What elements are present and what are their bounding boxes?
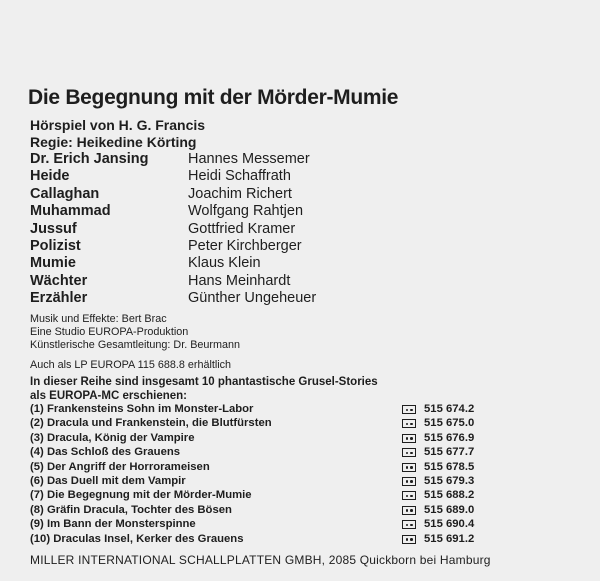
- series-item: [30, 403, 490, 417]
- actor-name: Günther Ungeheuer: [188, 290, 317, 307]
- series-intro-line: als EUROPA-MC erschienen:: [30, 390, 187, 402]
- series-item-title: (1) Frankensteins Sohn im Monster-Labor: [30, 403, 254, 415]
- series-item: [30, 461, 490, 475]
- actor-name: Hans Meinhardt: [188, 272, 291, 289]
- cassette-icon: [402, 477, 416, 489]
- series-item: [30, 504, 490, 518]
- catalog-number: 515 691.2: [424, 532, 475, 545]
- cassette-icon: [402, 419, 416, 431]
- series-item: [30, 475, 490, 489]
- cassette-icon: [402, 506, 416, 518]
- role-name: Mumie: [30, 255, 76, 272]
- role-name: Callaghan: [30, 185, 100, 202]
- series-intro: [30, 375, 378, 403]
- actor-name: Wolfgang Rahtjen: [188, 203, 304, 220]
- music-credit: Musik und Effekte: Bert Brac: [30, 313, 167, 325]
- series-item: [30, 446, 490, 460]
- role-name: Heide: [30, 168, 70, 185]
- catalog-number: 515 688.2: [424, 489, 475, 502]
- cassette-icon: [402, 434, 416, 446]
- catalog-number: 515 675.0: [424, 417, 475, 430]
- series-item: [30, 533, 490, 547]
- series-item-title: (10) Draculas Insel, Kerker des Grauens: [30, 532, 244, 545]
- role-name: Erzähler: [30, 290, 88, 307]
- series-item-title: (3) Dracula, König der Vampire: [30, 431, 195, 444]
- catalog-number: 515 690.4: [424, 518, 475, 531]
- series-item-title: (7) Die Begegnung mit der Mörder-Mumie: [30, 489, 252, 502]
- catalog-number: 515 674.2: [424, 403, 475, 415]
- series-item: [30, 432, 490, 446]
- actor-name: Joachim Richert: [188, 185, 292, 202]
- actor-name: Peter Kirchberger: [188, 237, 302, 254]
- publisher-footer: MILLER INTERNATIONAL SCHALLPLATTEN GMBH, 2085 Quickborn bei Hamburg: [30, 553, 491, 567]
- role-name: Dr. Erich Jansing: [30, 151, 149, 167]
- role-name: Muhammad: [30, 203, 111, 220]
- studio-credit: Eine Studio EUROPA-Produktion: [30, 326, 189, 338]
- catalog-number: 515 677.7: [424, 446, 475, 459]
- artistic-director-credit: Künstlerische Gesamtleitung: Dr. Beurmann: [30, 339, 241, 351]
- cassette-icon: [402, 520, 416, 532]
- series-item-title: (8) Gräfin Dracula, Tochter des Bösen: [30, 503, 232, 516]
- series-item: [30, 417, 490, 431]
- series-list: [30, 403, 490, 547]
- page-title: Die Begegnung mit der Mörder-Mumie: [28, 86, 399, 109]
- series-item-title: (6) Das Duell mit dem Vampir: [30, 474, 186, 487]
- series-item: [30, 489, 490, 503]
- catalog-number: 515 676.9: [424, 431, 475, 444]
- catalog-number: 515 689.0: [424, 503, 475, 516]
- series-item-title: (4) Das Schloß des Grauens: [30, 446, 181, 459]
- cassette-icon: [402, 448, 416, 460]
- actor-name: Heidi Schaffrath: [188, 168, 291, 185]
- catalog-number: 515 678.5: [424, 460, 475, 473]
- role-name: Jussuf: [30, 220, 77, 237]
- catalog-number: 515 679.3: [424, 474, 475, 487]
- cassette-icon: [402, 463, 416, 475]
- series-item-title: (9) Im Bann der Monsterspinne: [30, 518, 196, 531]
- cassette-icon: [402, 535, 416, 547]
- series-intro-line: In dieser Reihe sind insgesamt 10 phantastische Grusel-Stories: [30, 376, 378, 388]
- cassette-icon: [402, 491, 416, 503]
- role-name: Wächter: [30, 272, 88, 289]
- actor-name: Gottfried Kramer: [188, 220, 296, 237]
- series-item: [30, 518, 490, 532]
- series-item-title: (2) Dracula und Frankenstein, die Blutfürsten: [30, 417, 272, 430]
- director-line: Regie: Heikedine Körting: [30, 134, 197, 150]
- lp-note: Auch als LP EUROPA 115 688.8 erhältlich: [30, 359, 232, 371]
- role-name: Polizist: [30, 237, 81, 254]
- author-line: Hörspiel von H. G. Francis: [30, 117, 206, 133]
- actor-name: Hannes Messemer: [188, 151, 310, 167]
- cassette-icon: [402, 405, 416, 417]
- actor-name: Klaus Klein: [188, 255, 261, 272]
- series-item-title: (5) Der Angriff der Horrorameisen: [30, 460, 210, 473]
